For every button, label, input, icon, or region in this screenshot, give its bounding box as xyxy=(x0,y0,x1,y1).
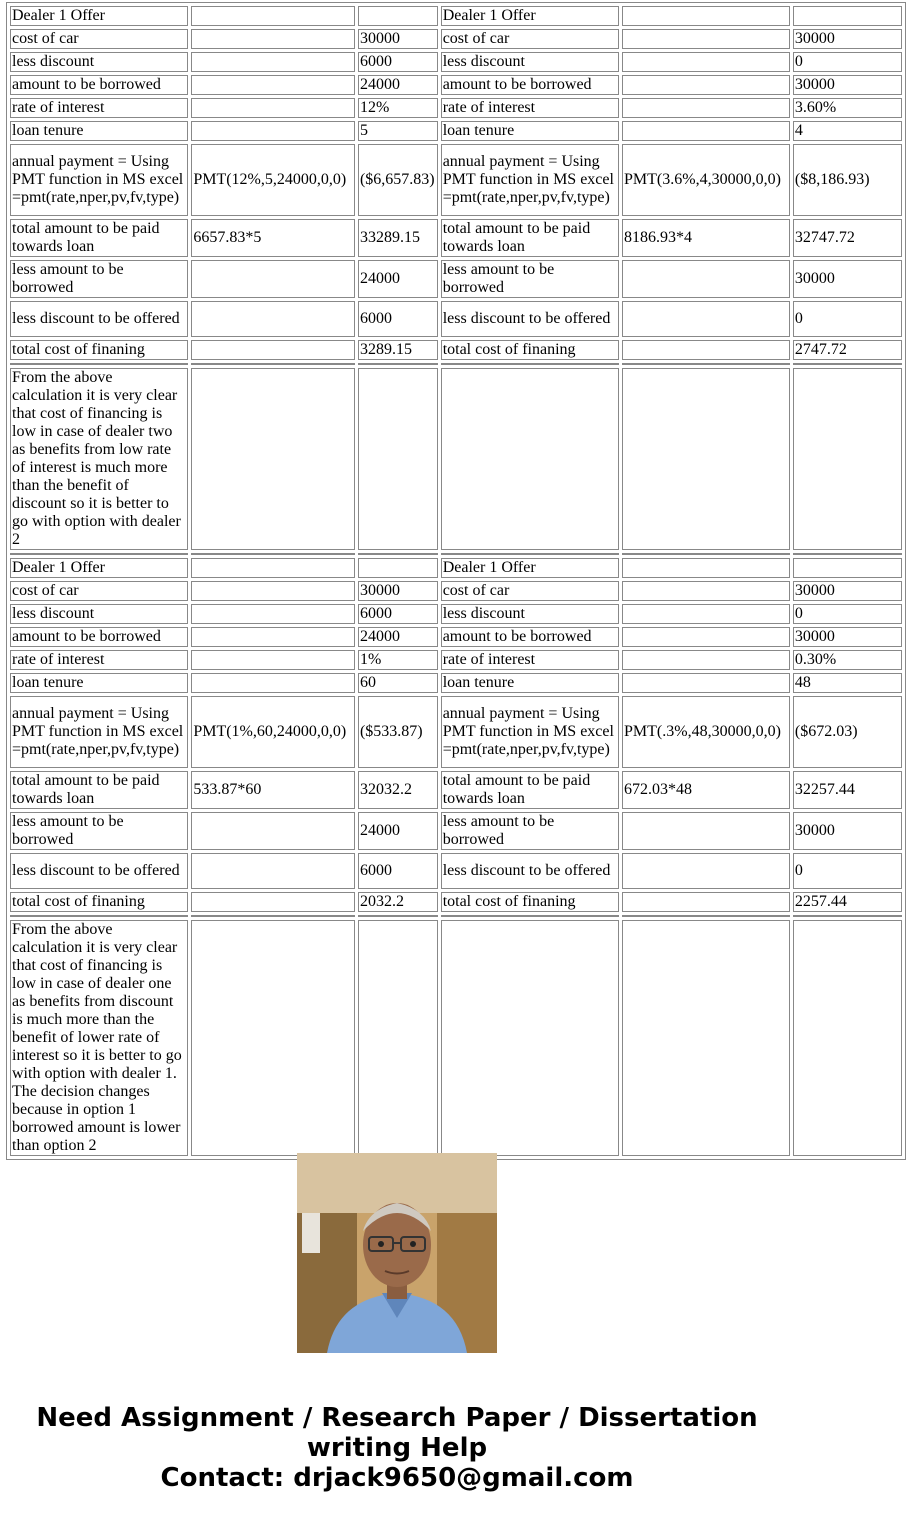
right-label-cell: Dealer 1 Offer xyxy=(441,6,619,26)
right-value-cell: 30000 xyxy=(793,627,902,647)
finance-comparison-table xyxy=(6,2,906,1160)
right-calc-cell: 672.03*48 xyxy=(622,771,790,809)
right-calc-cell xyxy=(622,340,790,360)
right-label-cell: amount to be borrowed xyxy=(441,627,619,647)
section-separator xyxy=(10,915,902,917)
left-value-cell: 6000 xyxy=(358,853,438,889)
left-calc-cell xyxy=(191,673,355,693)
right-value-cell: 30000 xyxy=(793,29,902,49)
right-calc-cell xyxy=(622,581,790,601)
left-value-cell: 6000 xyxy=(358,52,438,72)
right-label-cell: total amount to be paid towards loan xyxy=(441,771,619,809)
advert-line-1: Need Assignment / Research Paper / Dissertation xyxy=(36,1403,758,1433)
left-label-cell: total amount to be paid towards loan xyxy=(10,771,188,809)
conclusion-text: From the above calculation it is very clear that cost of financing is low in case of dealer one as benefits from discount is much more than the benefit of lower rate of interest so it is better to go with option with dealer 1. The decision changes because in option 1 borrowed amount is lower than option 2 xyxy=(10,920,188,1156)
right-value-cell: 4 xyxy=(793,121,902,141)
left-calc-cell xyxy=(191,29,355,49)
right-value-cell: 0 xyxy=(793,853,902,889)
right-value-cell: 48 xyxy=(793,673,902,693)
cost-row xyxy=(10,29,902,49)
empty-cell xyxy=(358,368,438,550)
separator-cell xyxy=(358,915,438,917)
separator-cell xyxy=(441,363,619,365)
separator-cell xyxy=(441,553,619,555)
left-label-cell: amount to be borrowed xyxy=(10,627,188,647)
empty-cell xyxy=(191,368,355,550)
right-label-cell: Dealer 1 Offer xyxy=(441,558,619,578)
left-value-cell: 6000 xyxy=(358,301,438,337)
left-value-cell: 24000 xyxy=(358,627,438,647)
empty-cell xyxy=(441,920,619,1156)
advert-banner xyxy=(0,1123,794,1523)
left-calc-cell: PMT(12%,5,24000,0,0) xyxy=(191,144,355,216)
right-label-cell: rate of interest xyxy=(441,650,619,670)
left-calc-cell xyxy=(191,301,355,337)
right-label-cell: annual payment = Using PMT function in MS excel =pmt(rate,nper,pv,fv,type) xyxy=(441,696,619,768)
right-calc-cell xyxy=(622,301,790,337)
left-value-cell: ($533.87) xyxy=(358,696,438,768)
left-value-cell: 3289.15 xyxy=(358,340,438,360)
right-calc-cell xyxy=(622,121,790,141)
left-label-cell: amount to be borrowed xyxy=(10,75,188,95)
title-row xyxy=(10,6,902,26)
left-calc-cell xyxy=(191,52,355,72)
section-separator xyxy=(10,363,902,365)
left-label-cell: rate of interest xyxy=(10,98,188,118)
separator-cell xyxy=(10,363,188,365)
left-calc-cell xyxy=(191,260,355,298)
separator-cell xyxy=(10,915,188,917)
right-calc-cell xyxy=(622,627,790,647)
advert-line-2: writing Help xyxy=(306,1433,488,1463)
right-label-cell: less discount xyxy=(441,52,619,72)
empty-cell xyxy=(622,368,790,550)
table-body xyxy=(10,6,902,1156)
left-calc-cell: 6657.83*5 xyxy=(191,219,355,257)
separator-cell xyxy=(358,363,438,365)
advert-text xyxy=(0,1403,794,1493)
borrowed-row xyxy=(10,627,902,647)
left-value-cell: 32032.2 xyxy=(358,771,438,809)
separator-cell xyxy=(793,915,902,917)
right-value-cell: 0 xyxy=(793,301,902,337)
empty-cell xyxy=(358,920,438,1156)
title-row xyxy=(10,558,902,578)
tenure-row xyxy=(10,121,902,141)
right-label-cell: cost of car xyxy=(441,29,619,49)
less-borrowed-row xyxy=(10,812,902,850)
left-label-cell: Dealer 1 Offer xyxy=(10,6,188,26)
right-value-cell: 0 xyxy=(793,604,902,624)
empty-cell xyxy=(441,368,619,550)
person-photo-icon xyxy=(297,1153,497,1353)
left-label-cell: total amount to be paid towards loan xyxy=(10,219,188,257)
separator-cell xyxy=(10,553,188,555)
total-paid-row xyxy=(10,771,902,809)
rate-row xyxy=(10,98,902,118)
total-cost-row xyxy=(10,892,902,912)
left-value-cell: 12% xyxy=(358,98,438,118)
right-label-cell: total cost of finaning xyxy=(441,340,619,360)
left-label-cell: less discount xyxy=(10,604,188,624)
right-value-cell: 2257.44 xyxy=(793,892,902,912)
tenure-row xyxy=(10,673,902,693)
right-label-cell: less discount xyxy=(441,604,619,624)
left-calc-cell: 533.87*60 xyxy=(191,771,355,809)
left-value-cell: 60 xyxy=(358,673,438,693)
right-calc-cell: PMT(.3%,48,30000,0,0) xyxy=(622,696,790,768)
separator-cell xyxy=(358,553,438,555)
right-label-cell: loan tenure xyxy=(441,121,619,141)
discount-row xyxy=(10,52,902,72)
left-label-cell: less discount to be offered xyxy=(10,301,188,337)
right-value-cell: 30000 xyxy=(793,75,902,95)
left-label-cell: less amount to be borrowed xyxy=(10,812,188,850)
left-calc-cell: PMT(1%,60,24000,0,0) xyxy=(191,696,355,768)
right-label-cell: annual payment = Using PMT function in MS excel =pmt(rate,nper,pv,fv,type) xyxy=(441,144,619,216)
conclusion-row xyxy=(10,920,902,1156)
avatar xyxy=(297,1153,497,1353)
left-value-cell: 30000 xyxy=(358,581,438,601)
left-calc-cell xyxy=(191,604,355,624)
right-value-cell: ($672.03) xyxy=(793,696,902,768)
separator-cell xyxy=(793,553,902,555)
right-value-cell xyxy=(793,558,902,578)
right-label-cell: amount to be borrowed xyxy=(441,75,619,95)
right-value-cell: 0 xyxy=(793,52,902,72)
left-calc-cell xyxy=(191,892,355,912)
left-calc-cell xyxy=(191,581,355,601)
separator-cell xyxy=(441,915,619,917)
right-label-cell: less discount to be offered xyxy=(441,853,619,889)
left-label-cell: less amount to be borrowed xyxy=(10,260,188,298)
section-separator xyxy=(10,553,902,555)
payment-row xyxy=(10,144,902,216)
rate-row xyxy=(10,650,902,670)
separator-cell xyxy=(191,553,355,555)
total-cost-row xyxy=(10,340,902,360)
empty-cell xyxy=(793,920,902,1156)
advert-line-3: Contact: drjack9650@gmail.com xyxy=(160,1463,634,1493)
discount-row xyxy=(10,604,902,624)
left-label-cell: cost of car xyxy=(10,581,188,601)
right-value-cell xyxy=(793,6,902,26)
right-calc-cell xyxy=(622,604,790,624)
right-label-cell: less amount to be borrowed xyxy=(441,260,619,298)
left-label-cell: annual payment = Using PMT function in MS excel =pmt(rate,nper,pv,fv,type) xyxy=(10,144,188,216)
left-label-cell: loan tenure xyxy=(10,673,188,693)
separator-cell xyxy=(622,553,790,555)
right-calc-cell xyxy=(622,52,790,72)
total-paid-row xyxy=(10,219,902,257)
left-value-cell: 6000 xyxy=(358,604,438,624)
left-calc-cell xyxy=(191,340,355,360)
right-calc-cell xyxy=(622,6,790,26)
right-value-cell: 32257.44 xyxy=(793,771,902,809)
left-label-cell: less discount to be offered xyxy=(10,853,188,889)
left-calc-cell xyxy=(191,98,355,118)
left-calc-cell xyxy=(191,853,355,889)
conclusion-row xyxy=(10,368,902,550)
right-value-cell: 3.60% xyxy=(793,98,902,118)
left-label-cell: loan tenure xyxy=(10,121,188,141)
right-value-cell: ($8,186.93) xyxy=(793,144,902,216)
right-value-cell: 0.30% xyxy=(793,650,902,670)
left-value-cell: 30000 xyxy=(358,29,438,49)
right-label-cell: rate of interest xyxy=(441,98,619,118)
right-calc-cell xyxy=(622,812,790,850)
right-value-cell: 30000 xyxy=(793,260,902,298)
left-label-cell: total cost of finaning xyxy=(10,892,188,912)
right-label-cell: total cost of finaning xyxy=(441,892,619,912)
left-value-cell: 5 xyxy=(358,121,438,141)
right-calc-cell xyxy=(622,260,790,298)
payment-row xyxy=(10,696,902,768)
left-calc-cell xyxy=(191,558,355,578)
left-label-cell: total cost of finaning xyxy=(10,340,188,360)
right-label-cell: less amount to be borrowed xyxy=(441,812,619,850)
right-calc-cell xyxy=(622,558,790,578)
less-discount-row xyxy=(10,853,902,889)
right-calc-cell xyxy=(622,892,790,912)
separator-cell xyxy=(622,915,790,917)
right-calc-cell xyxy=(622,853,790,889)
right-label-cell: total amount to be paid towards loan xyxy=(441,219,619,257)
left-value-cell: 24000 xyxy=(358,260,438,298)
left-calc-cell xyxy=(191,650,355,670)
left-calc-cell xyxy=(191,75,355,95)
cost-row xyxy=(10,581,902,601)
empty-cell xyxy=(622,920,790,1156)
left-value-cell: 24000 xyxy=(358,812,438,850)
separator-cell xyxy=(191,915,355,917)
right-value-cell: 30000 xyxy=(793,812,902,850)
left-label-cell: Dealer 1 Offer xyxy=(10,558,188,578)
separator-cell xyxy=(622,363,790,365)
right-label-cell: loan tenure xyxy=(441,673,619,693)
left-label-cell: rate of interest xyxy=(10,650,188,670)
left-label-cell: cost of car xyxy=(10,29,188,49)
left-value-cell xyxy=(358,558,438,578)
right-value-cell: 30000 xyxy=(793,581,902,601)
left-label-cell: less discount xyxy=(10,52,188,72)
right-calc-cell xyxy=(622,29,790,49)
left-calc-cell xyxy=(191,627,355,647)
right-calc-cell: PMT(3.6%,4,30000,0,0) xyxy=(622,144,790,216)
left-value-cell: 1% xyxy=(358,650,438,670)
borrowed-row xyxy=(10,75,902,95)
right-calc-cell xyxy=(622,673,790,693)
empty-cell xyxy=(191,920,355,1156)
right-calc-cell xyxy=(622,75,790,95)
less-discount-row xyxy=(10,301,902,337)
left-value-cell: 2032.2 xyxy=(358,892,438,912)
left-value-cell xyxy=(358,6,438,26)
less-borrowed-row xyxy=(10,260,902,298)
right-value-cell: 32747.72 xyxy=(793,219,902,257)
right-label-cell: less discount to be offered xyxy=(441,301,619,337)
right-calc-cell: 8186.93*4 xyxy=(622,219,790,257)
left-label-cell: annual payment = Using PMT function in MS excel =pmt(rate,nper,pv,fv,type) xyxy=(10,696,188,768)
left-calc-cell xyxy=(191,6,355,26)
left-value-cell: 24000 xyxy=(358,75,438,95)
right-value-cell: 2747.72 xyxy=(793,340,902,360)
left-calc-cell xyxy=(191,121,355,141)
separator-cell xyxy=(793,363,902,365)
empty-cell xyxy=(793,368,902,550)
right-label-cell: cost of car xyxy=(441,581,619,601)
conclusion-text: From the above calculation it is very clear that cost of financing is low in case of dealer two as benefits from low rate of interest is much more than the benefit of discount so it is better to go with option with dealer 2 xyxy=(10,368,188,550)
right-calc-cell xyxy=(622,650,790,670)
right-calc-cell xyxy=(622,98,790,118)
left-value-cell: ($6,657.83) xyxy=(358,144,438,216)
separator-cell xyxy=(191,363,355,365)
left-calc-cell xyxy=(191,812,355,850)
left-value-cell: 33289.15 xyxy=(358,219,438,257)
